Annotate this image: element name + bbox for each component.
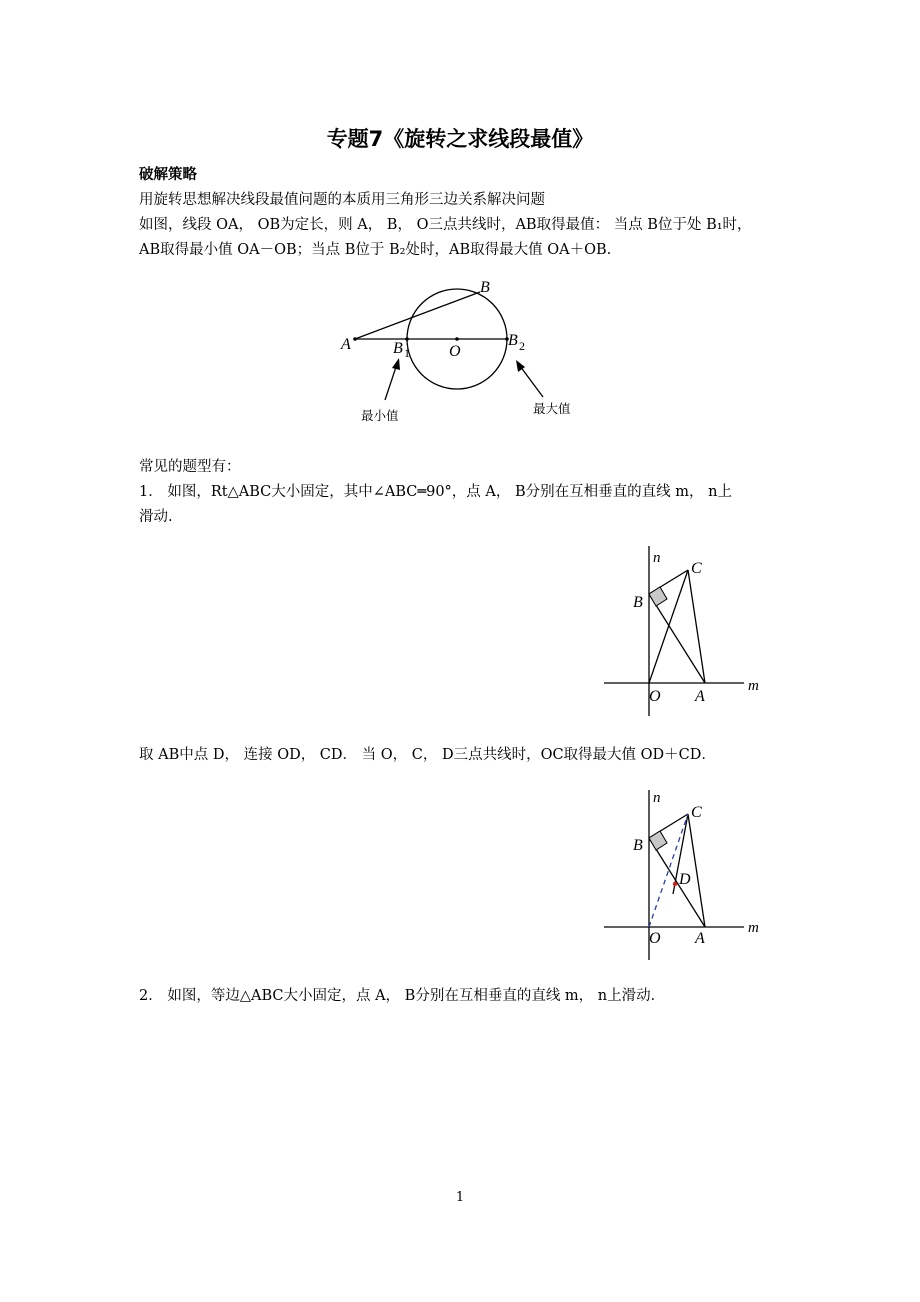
right-angle-mark (649, 587, 667, 606)
item1-line2: 滑动. (139, 509, 173, 525)
label-C: C (691, 804, 702, 821)
label-n: n (653, 790, 661, 806)
label-C: C (691, 560, 702, 577)
min-label: 最小值 (361, 409, 399, 423)
segment-B-A (649, 838, 705, 927)
strategy-intro: 用旋转思想解决线段最值问题的本质用三角形三边关系解决问题 (139, 192, 545, 208)
segment-O-C (649, 570, 688, 683)
max-label: 最大值 (533, 402, 571, 416)
label-B: B (480, 279, 490, 296)
arrow-min-head (392, 358, 400, 370)
page-title: 专题7《旋转之求线段最值》 (326, 127, 594, 151)
point-A (353, 337, 357, 341)
segment-C-A (688, 570, 705, 683)
common-types-heading: 常见的题型有： (139, 459, 241, 475)
label-D: D (679, 871, 691, 888)
point-O (455, 337, 459, 341)
item1-line1: 1． 如图，Rt△ABC大小固定，其中∠ABC═90°，点 A， B分别在互相垂直的直线 m， n上 (139, 484, 732, 500)
label-A: A (695, 930, 705, 947)
segment-B-A (649, 594, 705, 683)
page-number: 1 (455, 1190, 465, 1205)
label-n: n (653, 550, 661, 566)
label-B1-sub: 1 (404, 346, 410, 360)
arrow-min-line (385, 364, 397, 400)
point-B1 (405, 337, 409, 341)
strategy-heading: 破解策略 (139, 167, 197, 183)
label-O: O (449, 343, 461, 360)
midpoint-text: 取 AB中点 D， 连接 OD， CD． 当 O， C， D三点共线时，OC取得最大值 OD＋CD． (139, 747, 716, 763)
arrow-max-line (520, 366, 543, 397)
label-A: A (341, 336, 351, 353)
item2-text: 2． 如图，等边△ABC大小固定，点 A， B分别在互相垂直的直线 m， n上滑动． (139, 988, 666, 1004)
label-B: B (633, 837, 643, 854)
segment-A-B (355, 292, 480, 339)
figure-circle-min-max (330, 272, 600, 432)
right-angle-mark (649, 831, 667, 850)
figure-midpoint (598, 786, 770, 962)
figure-right-triangle (598, 542, 770, 718)
label-B2: B (508, 332, 518, 349)
label-A: A (695, 688, 705, 705)
strategy-para-line1: 如图，线段 OA， OB为定长，则 A， B， O三点共线时，AB取得最值： 当点 B位于处 B₁时， (139, 217, 752, 233)
label-m: m (748, 678, 759, 694)
point-D (673, 882, 677, 886)
label-B2-sub: 2 (519, 339, 525, 353)
label-B: B (633, 594, 643, 611)
label-O: O (649, 688, 661, 705)
label-O: O (649, 930, 661, 947)
strategy-para-line2: AB取得最小值 OA－OB；当点 B位于 B₂处时，AB取得最大值 OA＋OB. (139, 242, 612, 258)
label-m: m (748, 920, 759, 936)
label-B1: B (393, 340, 403, 357)
